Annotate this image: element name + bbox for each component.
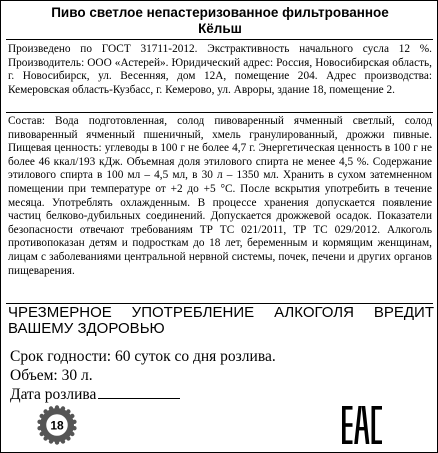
eac-certification-mark <box>342 406 382 444</box>
health-warning: ЧРЕЗМЕРНОЕ УПОТРЕБЛЕНИЕ АЛКОГОЛЯ ВРЕДИТ ВАШЕМУ ЗДОРОВЬЮ <box>8 304 434 337</box>
product-name: Кёльш <box>198 21 242 36</box>
composition-info: Состав: Вода подготовленная, солод пивоваренный ячменный светлый, солод пивоваренный ячменный пшеничный, хмель гранулированный, дрожжи пивные. Пищевая ценность: углеводы в 100 г не более 4,7 г. Энергетическая ценность в 100 г не более 46 ккал/193 кДж. Объемная доля этилового спирта не менее 4,5 %. Содержание этилового спирта в 100 мл – 4,5 мл, в 30 л – 1350 мл. Хранить в сухом затемненном помещении при температуре от +2 до +5 °С. После вскрытия употребить в течение месяца. Употреблять охлажденным. В процессе хранения допускается появление частиц белково-дубильных соединений. Допускается дрожжевой осадок. Показатели безопасности отвечают требованиям ТР ТС 021/2011, ТР ТС 029/2012. Алкоголь противопоказан детям и подросткам до 18 лет, беременным и кормящим женщинам, лицам с заболеваниями центральной нервной системы, почек, печени и других органов пищеварения. <box>8 115 432 277</box>
divider-top <box>6 39 433 40</box>
bottling-date-label: Дата розлива <box>10 386 97 403</box>
product-title: Пиво светлое непастеризованное фильтрованное <box>51 5 389 20</box>
production-info: Произведено по ГОСТ 31711-2012. Экстрактивность начального сусла 12 %. Производитель: ООО «Астерей». Юридический адрес: Россия, Новосибирская область, г. Новосибирск, ул. Весенняя, дом 12А, помещение 204. Адрес производства: Кемеровская область-Кузбасс, г. Кемерово, ул. Авроры, здание 18, помещение 2. <box>8 43 432 96</box>
divider-middle <box>6 112 433 113</box>
bottling-date-blank <box>98 386 180 399</box>
age-18-badge-icon <box>37 405 77 445</box>
shelf-life: Срок годности: 60 суток со дня розлива. <box>10 348 276 365</box>
bottling-date <box>10 386 180 404</box>
volume: Объем: 30 л. <box>10 367 93 384</box>
age-badge-text: 18 <box>50 418 64 433</box>
